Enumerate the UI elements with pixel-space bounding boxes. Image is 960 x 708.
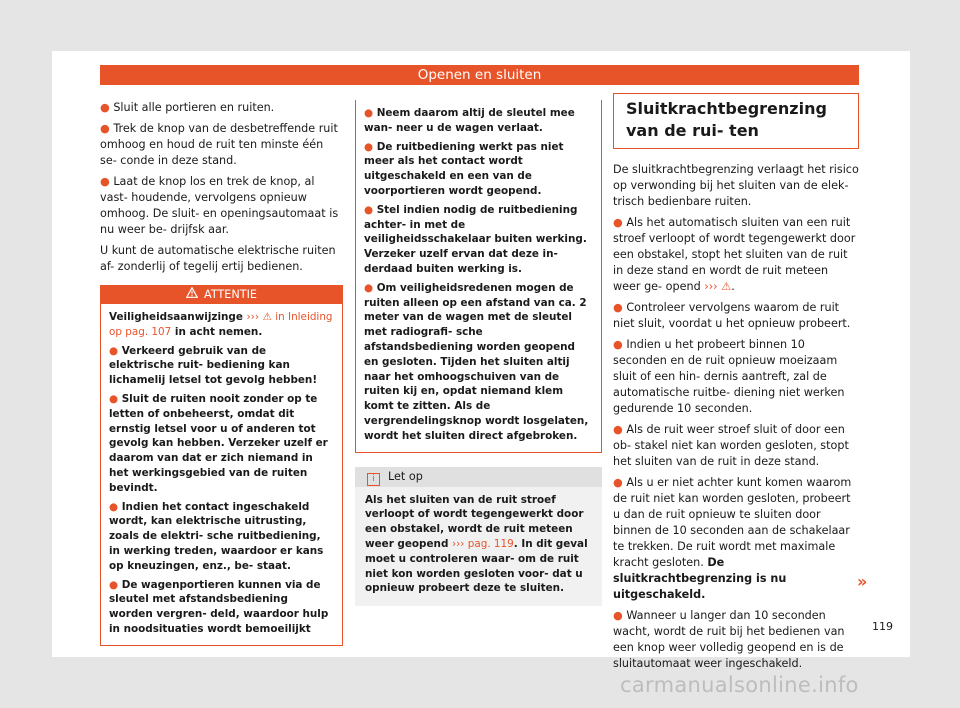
bullet-icon: ● xyxy=(109,392,122,405)
bullet-icon: ● xyxy=(613,476,627,489)
warning-triangle-icon: ⚠ xyxy=(717,280,732,293)
warning-intro: Veiligheidsaanwijzinge ››› ⚠ in Inleiding op pag. 107 in acht nemen. xyxy=(109,311,333,338)
list-item: ● Laat de knop los en trek de knop, al vast- houdende, vervolgens opnieuw omhoog. De sluit- en openingsautomaat is nu weer be- drijfsk aar. xyxy=(100,175,339,236)
warning-box-continued xyxy=(355,100,602,453)
warning-body xyxy=(101,304,342,645)
tip-title: Let op xyxy=(388,469,423,483)
bullet-icon: ● xyxy=(613,216,627,229)
bullet-icon: ● xyxy=(100,122,114,135)
list-item: ● Als het automatisch sluiten van een ruit stroef verloopt of wordt tegengewerkt door een obstakel, stopt het sluiten van de ruit in deze stand en wordt de ruit meteen weer ge- opend ››› ⚠. xyxy=(613,216,856,293)
column-right xyxy=(613,93,859,677)
warning-title: ATTENTIE xyxy=(204,288,257,301)
list-item: ● Indien u het probeert binnen 10 seconden en de ruit opnieuw moeizaam sluit of een hin- dernis aantreft, zal de automatische ruitbe- diening niet werken gedurende 10 seconden. xyxy=(613,338,845,415)
list-item: ● Neem daarom altij de sleutel mee wan- neer u de wagen verlaat. xyxy=(364,107,575,134)
list-item: ● Verkeerd gebruik van de elektrische ruit- bediening kan lichamelij letsel tot gevolg hebben! xyxy=(109,344,318,387)
warning-triangle-icon: ⚠ xyxy=(259,311,272,323)
reference-arrows[interactable]: ››› xyxy=(704,280,718,293)
bullet-icon: ● xyxy=(364,203,377,216)
bullet-icon: ● xyxy=(364,281,377,294)
bullet-icon: ● xyxy=(613,338,627,351)
paragraph: U kunt de automatische elektrische ruiten af- zonderlij of tegelij ertij bedienen. xyxy=(100,244,336,273)
warning-triangle-icon xyxy=(186,286,198,304)
bullet-icon: ● xyxy=(364,107,377,119)
continue-arrow-icon: » xyxy=(857,572,868,591)
section-title: Sluitkrachtbegrenzing van de rui- ten xyxy=(613,93,859,149)
list-item: ● Trek de knop van de desbetreffende ruit omhoog en houd de ruit ten minste één se- conde in deze stand. xyxy=(100,122,338,167)
list-item: ● Controleer vervolgens waarom de ruit niet sluit, voordat u het opnieuw probeert. xyxy=(613,301,851,330)
list-item: ● Sluit alle portieren en ruiten. xyxy=(100,101,275,114)
list-item: ● De ruitbediening werkt pas niet meer als het contact wordt uitgeschakeld en een van de voorportieren wordt geopend. xyxy=(364,140,564,197)
bullet-icon: ● xyxy=(100,175,114,188)
list-item: ● Stel indien nodig de ruitbediening achter- in met de veiligheidsschakelaar buiten werking. Verzeker uzelf ervan dat deze in- derdaad buiten werking is. xyxy=(364,203,587,275)
list-item: ● Als u er niet achter kunt komen waarom de ruit niet kan worden gesloten, probeert u dan de ruit opnieuw te sluiten door binnen de 10 seconden aan de schakelaar te trekken. De ruit wordt met maximale kracht gesloten. De sluitkrachtbegrenzing is nu uitgeschakeld. xyxy=(613,476,852,601)
list-item: ● Als de ruit weer stroef sluit of door een ob- stakel niet kan worden gesloten, stopt het sluiten van de ruit in deze stand. xyxy=(613,423,849,468)
bullet-icon: ● xyxy=(613,301,627,314)
list-item: ● De wagenportieren kunnen via de sleutel met afstandsbediening worden vergren- deld, waardoor hulp in noodsituaties wordt bemoeilijkt xyxy=(109,578,329,635)
tip-box xyxy=(355,467,602,607)
bullet-icon: ● xyxy=(613,609,627,622)
bullet-icon: ● xyxy=(613,423,627,436)
list-item: ● Indien het contact ingeschakeld wordt, kan elektrische uitrusting, zoals de elektri- sche ruitbediening, in werking treden, waardoor er kans op kneuzingen, enz., be- staat. xyxy=(109,500,324,572)
warning-box xyxy=(100,285,343,646)
column-left xyxy=(100,100,343,646)
list-item: ● Wanneer u langer dan 10 seconden wacht, wordt de ruit bij het bedienen van een knop weer volledig geopend en is de sluitautomaat weer ingeschakeld. xyxy=(613,609,845,670)
column-middle xyxy=(355,100,602,606)
bullet-icon: ● xyxy=(109,578,122,591)
page-number: 119 xyxy=(872,620,893,633)
list-item: ● Om veiligheidsredenen mogen de ruiten alleen op een afstand van ca. 2 meter van de wagen met de sleutel met radiografi- sche afstandsbediening worden geopend en gesloten. Tijden het sluiten altij naar het omhoogschuiven van de ruiten kij en, opdat niemand klem komt te zitten. Als de vergrendelingsknop wordt losgelaten, wordt het sluiten direct afgebroken. xyxy=(364,281,589,442)
bullet-icon: ● xyxy=(364,140,377,153)
warning-header xyxy=(101,286,342,304)
page-reference-link[interactable]: in Inleiding op pag. 107 xyxy=(109,311,333,338)
info-icon: i xyxy=(367,473,380,486)
tip-header xyxy=(355,467,602,487)
tip-body: Als het sluiten van de ruit stroef verloopt of wordt tegengewerkt door een obstakel, wordt de ruit meteen weer geopend ››› pag. 119. In dit geval moet u controleren waar- om de ruit niet kon worden gesloten voor- dat u opnieuw probeert deze te sluiten. xyxy=(355,487,602,607)
paragraph: De sluitkrachtbegrenzing verlaagt het risico op verwonding bij het sluiten van de elek- trisch bedienbare ruiten. xyxy=(613,163,859,208)
bullet-icon: ● xyxy=(109,344,122,357)
bullet-icon: ● xyxy=(109,500,122,513)
watermark: carmanualsonline.info xyxy=(620,673,859,697)
reference-arrows: ››› xyxy=(246,311,259,323)
bullet-icon: ● xyxy=(100,101,114,114)
list-item: ● Sluit de ruiten nooit zonder op te letten of onbeheerst, omdat dit ernstig letsel voor u of anderen tot gevolg kan hebben. Verzeker uzelf er daarom van dat er zich niemand in het werkingsgebied van de ruiten bevindt. xyxy=(109,392,328,494)
page-header: Openen en sluiten xyxy=(100,65,859,85)
page-reference-link[interactable]: ››› pag. 119 xyxy=(452,537,514,550)
